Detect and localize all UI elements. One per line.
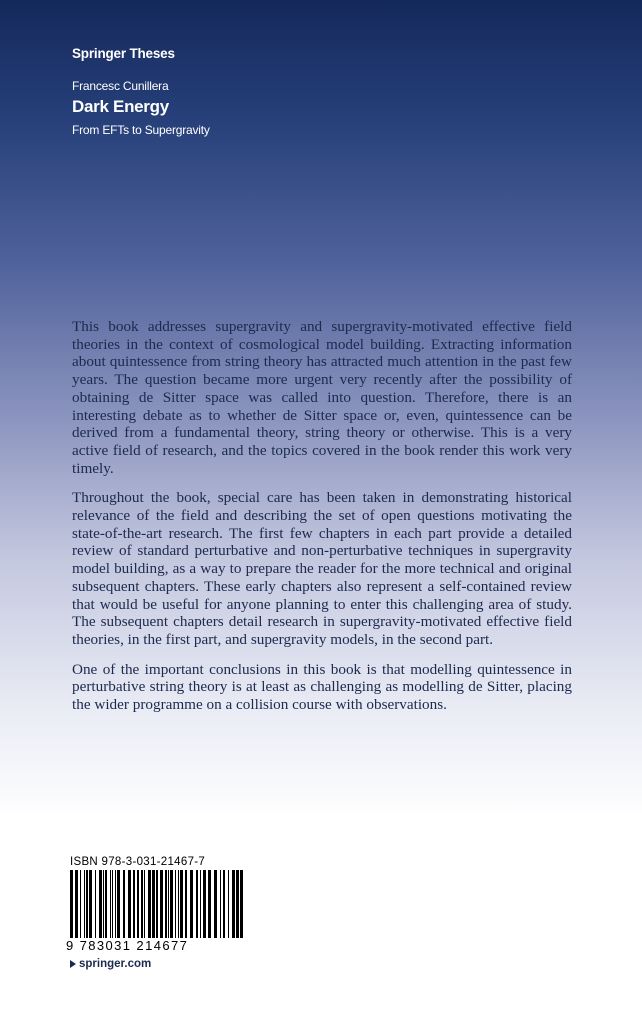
play-arrow-icon bbox=[70, 960, 76, 968]
barcode-digits: 9 783031 214677 bbox=[66, 938, 252, 954]
author-name: Francesc Cunillera bbox=[72, 79, 169, 93]
publisher-link[interactable] bbox=[70, 958, 151, 970]
publisher-url: springer.com bbox=[79, 958, 152, 970]
blurb-paragraph: One of the important conclusions in this book is that modelling quintessence in perturbative string theory is at least as challenging as modelling de Sitter, placing the wider programme on a collision course with observations. bbox=[72, 660, 572, 714]
book-title: Dark Energy bbox=[72, 97, 169, 116]
book-subtitle: From EFTs to Supergravity bbox=[72, 123, 210, 137]
isbn-label: ISBN 978-3-031-21467-7 bbox=[70, 856, 206, 868]
series-name: Springer Theses bbox=[72, 46, 175, 61]
blurb-paragraph: This book addresses supergravity and supergravity-motivated effective field theories in the context of cosmological model building. Extracting information about quintessence from string theory has attracted much attention in the past few years. The question became more urgent very recently after the possibility of obtaining de Sitter space was called into question. Therefore, there is an interesting debate as to whether de Sitter space or, even, quintessence can be derived from a fundamental theory, string theory or otherwise. This is a very active field of research, and the topics covered in the book render this work very timely. bbox=[72, 318, 572, 477]
blurb bbox=[72, 318, 572, 726]
blurb-paragraph: Throughout the book, special care has been taken in demonstrating historical relevance of the field and describing the set of open questions motivating the state-of-the-art research. The first few chapters in each part provide a detailed review of standard perturbative and non-perturbative techniques in supergravity model building, as a way to prepare the reader for the more technical and original subsequent chapters. These early chapters also represent a self-contained review that would be useful for anyone planning to enter this challenging area of study. The subsequent chapters detail research in supergravity-motivated effective field theories, in the first part, and supergravity models, in the second part. bbox=[72, 489, 572, 648]
